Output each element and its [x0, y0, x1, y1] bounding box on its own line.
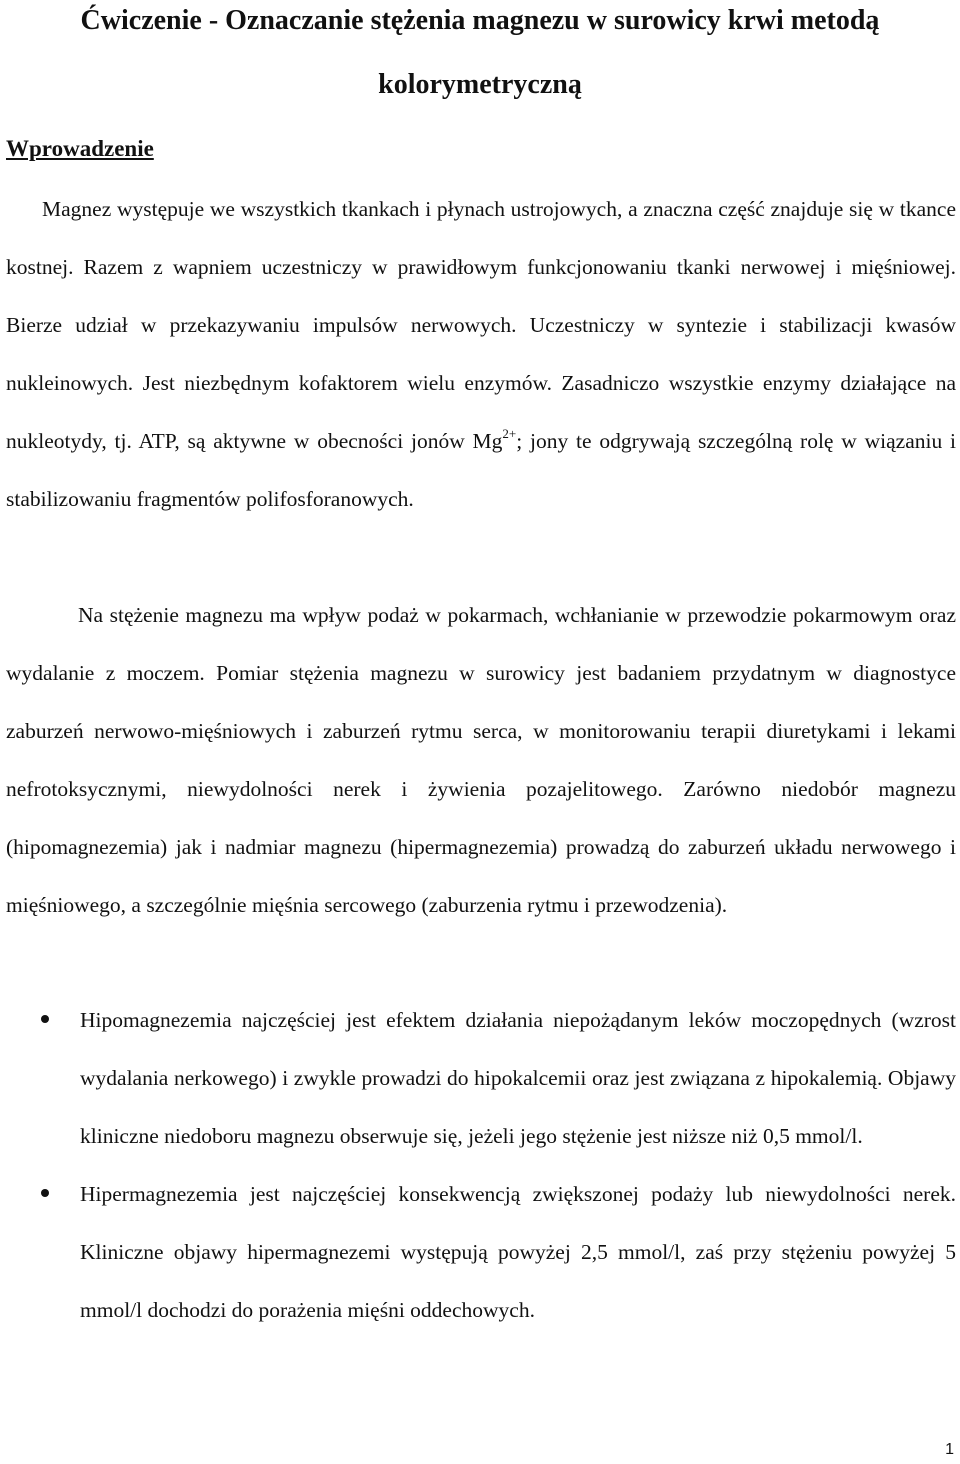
list-item-text: Hipermagnezemia jest najczęściej konsekwencją zwiększonej podaży lub niewydolności nerek. Kliniczne objawy hipermagnezemi występują powyżej 2,5 mmol/l, zaś przy stężeniu powyżej 5 mmol/l dochodzi do porażenia mięśni oddechowych.: [80, 1182, 956, 1322]
paragraph-text: Magnez występuje we wszystkich tkankach i płynach ustrojowych, a znaczna część znajduje się w tkance kostnej. Razem z wapniem uczestniczy w prawidłowym funkcjonowaniu tkanki nerwowej i mięśniowej. Bierze udział w przekazywaniu impulsów nerwowych. Uczestniczy w syntezie i stabilizacji kwasów nukleinowych. Jest niezbędnym kofaktorem wielu enzymów. Zasadniczo wszystkie enzymy działające na nukleotydy, tj. ATP, są aktywne w obecności jonów Mg: [6, 197, 956, 453]
paragraph-text: ; jony te odgrywają szczególną rolę w wiązaniu i stabilizowaniu fragmentów polifosforanowych.: [6, 429, 957, 511]
list-item: [0, 1165, 960, 1339]
bullet-dot-icon: [41, 1189, 49, 1197]
page-number: 1: [945, 1441, 954, 1458]
list-item: [0, 991, 960, 1165]
intro-paragraph-2: Na stężenie magnezu ma wpływ podaż w pokarmach, wchłanianie w przewodzie pokarmowym oraz wydalanie z moczem. Pomiar stężenia magnezu w surowicy jest badaniem przydatnym w diagnostyce zaburzeń nerwowo-mięśniowych i zaburzeń rytmu serca, w monitorowaniu terapii diuretykami i lekami nefrotoksycznymi, niewydolności nerek i żywienia pozajelitowego. Zarówno niedobór magnezu (hipomagnezemia) jak i nadmiar magnezu (hipermagnezemia) prowadzą do zaburzeń układu nerwowego i mięśniowego, a szczególnie mięśnia sercowego (zaburzenia rytmu i przewodzenia).: [6, 603, 956, 917]
intro-paragraph-1: [6, 180, 956, 528]
document-title-line-2: kolorymetryczną: [378, 69, 582, 100]
list-item-text: Hipomagnezemia najczęściej jest efektem działania niepożądanym leków moczopędnych (wzrost wydalania nerkowego) i zwykle prowadzi do hipokalcemii oraz jest związana z hipokalemią. Objawy kliniczne niedoboru magnezu obserwuje się, jeżeli jego stężenie jest niższe niż 0,5 mmol/l.: [80, 1008, 956, 1148]
bullet-list: [0, 991, 960, 1339]
document-title-line-1: Ćwiczenie - Oznaczanie stężenia magnezu w surowicy krwi metodą: [80, 5, 880, 36]
ion-charge-superscript: 2+: [502, 426, 517, 441]
section-heading: Wprowadzenie: [6, 136, 154, 161]
bullet-dot-icon: [41, 1015, 49, 1023]
